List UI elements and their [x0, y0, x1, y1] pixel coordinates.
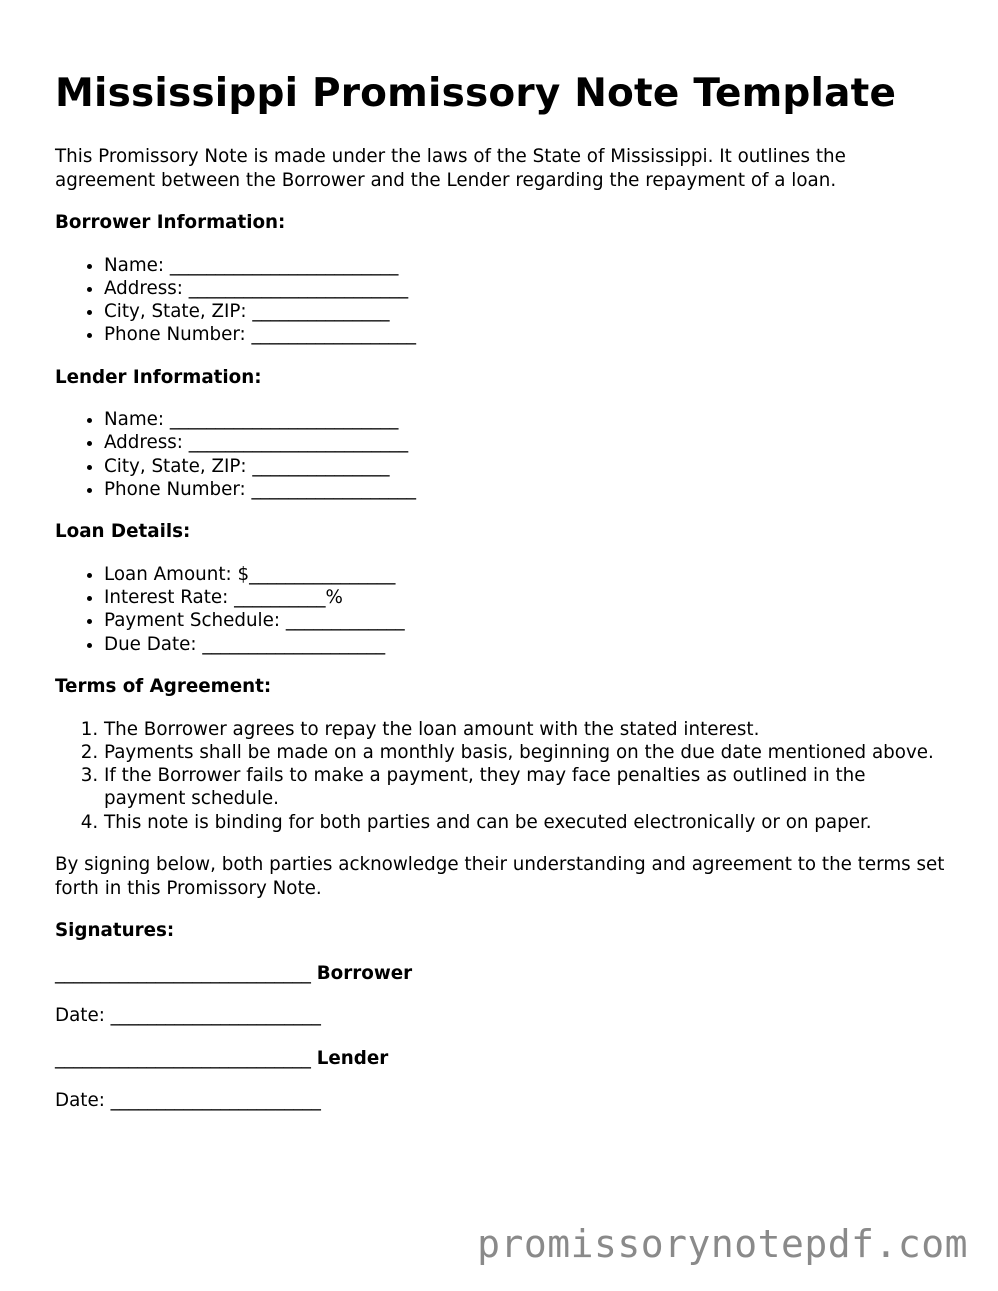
term-item: 3. If the Borrower fails to make a payment, they may face penalties as outlined in the payment schedule.: [104, 764, 945, 811]
term-item: 1. The Borrower agrees to repay the loan amount with the stated interest.: [104, 718, 945, 741]
interest-rate-field: • Interest Rate: __________%: [104, 586, 945, 609]
watermark-text: promissorynotepdf.com: [477, 1222, 968, 1266]
lender-address-field: • Address: ________________________: [104, 431, 945, 454]
lender-phone-field: • Phone Number: __________________: [104, 478, 945, 501]
lender-heading: Lender Information:: [55, 366, 262, 388]
borrower-heading: Borrower Information:: [55, 212, 286, 233]
borrower-signature-label: Borrower: [316, 962, 413, 984]
lender-date-line: Date: _______________________: [55, 1090, 321, 1112]
borrower-phone-field: • Phone Number: __________________: [104, 323, 945, 346]
lender-name-field: • Name: _________________________: [104, 408, 945, 431]
loan-heading: Loan Details:: [55, 521, 191, 543]
borrower-address-field: • Address: ________________________: [104, 277, 945, 300]
document-page: [55, 68, 945, 1113]
lender-signature-label: Lender: [316, 1047, 389, 1069]
borrower-list: [55, 254, 945, 347]
payment-schedule-field: • Payment Schedule: _____________: [104, 609, 945, 632]
due-date-field: • Due Date: ____________________: [104, 633, 945, 656]
loan-amount-field: • Loan Amount: $________________: [104, 563, 945, 586]
borrower-date-line: Date: _______________________: [55, 1005, 321, 1027]
closing-paragraph: By signing below, both parties acknowledge their understanding and agreement to the terms set forth in this Promissory Note.: [55, 854, 945, 899]
lender-signature-blank: ____________________________: [55, 1047, 311, 1069]
terms-list: [55, 718, 945, 834]
lender-signature-line: [55, 1047, 945, 1071]
borrower-city-field: • City, State, ZIP: _______________: [104, 300, 945, 323]
lender-list: [55, 408, 945, 501]
document-title: Mississippi Promissory Note Template: [55, 71, 897, 116]
borrower-signature-line: [55, 962, 945, 986]
borrower-signature-blank: ____________________________: [55, 962, 311, 984]
term-item: 2. Payments shall be made on a monthly basis, beginning on the due date mentioned above.: [104, 741, 945, 764]
loan-list: [55, 563, 945, 656]
borrower-name-field: • Name: _________________________: [104, 254, 945, 277]
intro-paragraph: This Promissory Note is made under the laws of the State of Mississippi. It outlines the agreement between the Borrower and the Lender regarding the repayment of a loan.: [55, 146, 846, 191]
lender-city-field: • City, State, ZIP: _______________: [104, 455, 945, 478]
signatures-heading: Signatures:: [55, 920, 175, 942]
term-item: 4. This note is binding for both parties and can be executed electronically or on paper.: [104, 811, 945, 834]
terms-heading: Terms of Agreement:: [55, 676, 272, 698]
